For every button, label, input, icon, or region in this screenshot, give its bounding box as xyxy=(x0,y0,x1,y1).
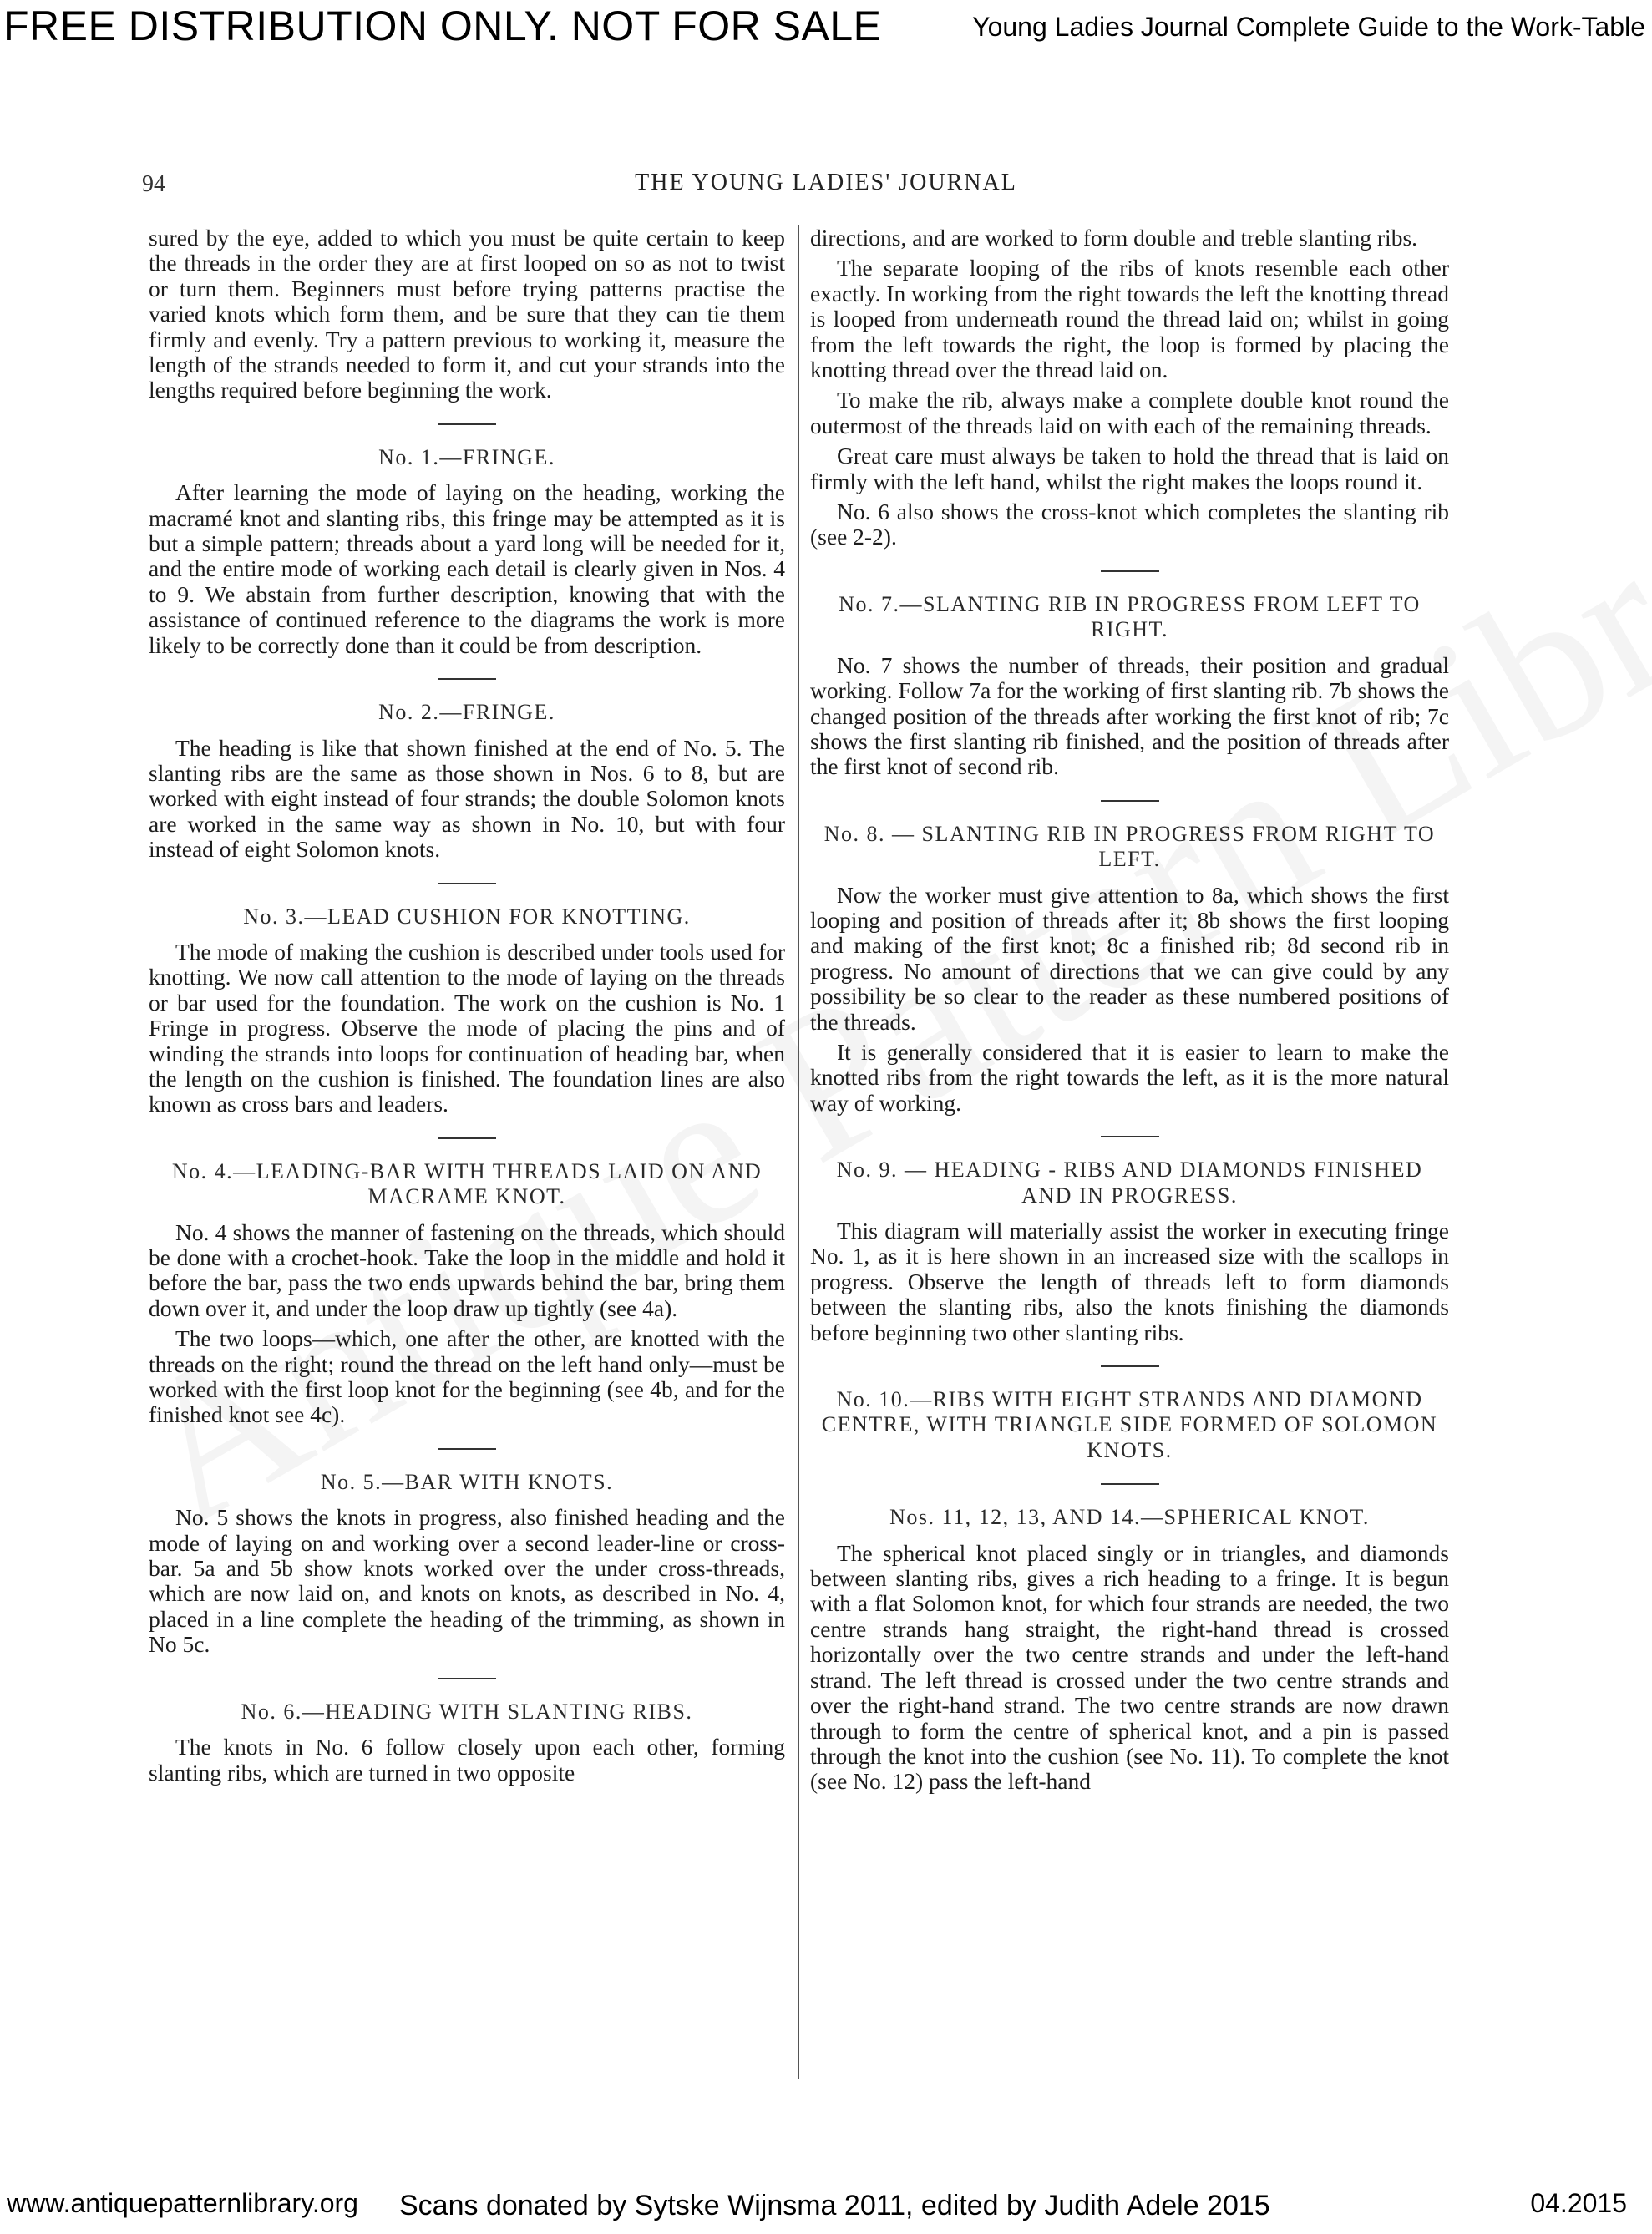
section-rule xyxy=(438,1678,496,1679)
paragraph: The knots in No. 6 follow closely upon each other, forming slanting ribs, which are turned in two opposite xyxy=(149,1734,785,1786)
paragraph: The mode of making the cushion is described under tools used for knotting. We now call attention to the mode of laying on the threads or bar used for the foundation. The work on the cushion is No. 1 Fringe in progress. Observe the mode of placing the pins and of winding the strands into loops for continuation of heading bar, when the length on the cushion is finished. The foundation lines are also known as cross bars and leaders. xyxy=(149,938,785,1117)
edition-date: 04.2015 xyxy=(1530,2188,1627,2218)
section-heading-2: No. 2.—FRINGE. xyxy=(378,700,555,725)
section-rule xyxy=(1101,1483,1159,1485)
section-heading-10: No. 10.—RIBS WITH EIGHT STRANDS AND DIAMOND CENTRE, WITH TRIANGLE SIDE FORMED OF SOLOMON KNOTS. xyxy=(821,1387,1438,1462)
paragraph: After learning the mode of laying on the heading, working the macramé knot and slanting ribs, this fringe may be attempted as it is but a simple pattern; threads about a yard long will be needed for it, and the entire mode of working each detail is clearly given in Nos. 4 to 9. We abstain from further description, knowing that with the assistance of continued reference to the diagrams the work is more likely to be correctly done than it could be from description. xyxy=(149,479,785,658)
left-column xyxy=(149,225,785,1791)
paragraph: The separate looping of the ribs of knots resemble each other exactly. In working from the right towards the left the knotting thread is looped from underneath round the thread laid on; whilst in going from the left towards the right, the loop is formed by placing the knotting thread over the thread laid on. xyxy=(810,255,1449,383)
section-heading-6: No. 6.—HEADING WITH SLANTING RIBS. xyxy=(241,1699,693,1724)
page-number: 94 xyxy=(142,171,165,197)
section-rule xyxy=(1101,570,1159,572)
section-heading-8: No. 8. — SLANTING RIB IN PROGRESS FROM RIGHT TO LEFT. xyxy=(823,821,1436,872)
paragraph: directions, and are worked to form double and treble slanting ribs. xyxy=(810,225,1418,251)
paragraph: The spherical knot placed singly or in triangles, and diamonds between slanting ribs, gives a rich heading to a fringe. It is begun with a flat Solomon knot, for which four strands are needed, the two centre strands hang straight, the right-hand thread is crossed horizontally over the two centre strands and under the left-hand strand. The left thread is crossed under the two centre strands and over the right-hand strand. The two centre strands are now drawn through to form the centre of spherical knot, and a pin is passed through the knot into the cushion (see No. 11). To complete the knot (see No. 12) pass the left-hand xyxy=(810,1539,1449,1795)
distribution-notice: FREE DISTRIBUTION ONLY. NOT FOR SALE xyxy=(3,3,882,49)
paragraph: No. 6 also shows the cross-knot which completes the slanting rib (see 2-2). xyxy=(810,499,1449,550)
section-rule xyxy=(438,1137,496,1139)
paragraph: No. 5 shows the knots in progress, also finished heading and the mode of laying on and working over a second leader-line or cross-bar. 5a and 5b show knots worked over the under cross-threads, which are now laid on, and knots on knots, as described in No. 4, placed in a line complete the heading of the trimming, as shown in No 5c. xyxy=(149,1504,785,1658)
paragraph: To make the rib, always make a complete double knot round the outermost of the threads laid on with each of the remaining threads. xyxy=(810,387,1449,438)
section-rule xyxy=(1101,1136,1159,1137)
paragraph: It is generally considered that it is easier to learn to make the knotted ribs from the right towards the left, as it is the more natural way of working. xyxy=(810,1038,1449,1116)
section-rule xyxy=(1101,800,1159,802)
paragraph: Now the worker must give attention to 8a, which shows the first looping and position of threads after it; 8b shows the first looping and making of the first knot; 8c a finished rib; 8d second rib in progress. No amount of directions that we can give could by any possibility be so clear to the reader as these numbered positions of the threads. xyxy=(810,881,1449,1035)
section-heading-5: No. 5.—BAR WITH KNOTS. xyxy=(320,1469,614,1494)
intro-paragraph: sured by the eye, added to which you must be quite certain to keep the threads in the order they are at first looped on so as not to twist or turn them. Beginners must before trying patterns practise the varied knots which form them, and be sure that they can tie them firmly and evenly. Try a pattern previous to working it, measure the length of the strands needed to form it, and cut your strands into the lengths required before beginning the work. xyxy=(149,225,785,403)
section-rule xyxy=(438,883,496,884)
section-heading-9: No. 9. — HEADING - RIBS AND DIAMONDS FINISHED AND IN PROGRESS. xyxy=(836,1158,1423,1208)
section-heading-7: No. 7.—SLANTING RIB IN PROGRESS FROM LEFT TO RIGHT. xyxy=(839,591,1421,642)
section-heading-1: No. 1.—FRINGE. xyxy=(378,444,555,469)
right-column xyxy=(810,225,1449,1800)
section-rule xyxy=(438,423,496,425)
section-heading-4: No. 4.—LEADING-BAR WITH THREADS LAID ON AND MACRAME KNOT. xyxy=(171,1158,763,1209)
column-divider xyxy=(798,225,799,2079)
section-rule xyxy=(438,1448,496,1450)
website-link[interactable]: www.antiquepatternlibrary.org xyxy=(7,2188,358,2218)
running-title: THE YOUNG LADIES' JOURNAL xyxy=(635,170,1017,195)
section-heading-11: Nos. 11, 12, 13, AND 14.—SPHERICAL KNOT. xyxy=(889,1505,1370,1530)
scan-credits: Scans donated by Sytske Wijnsma 2011, edited by Judith Adele 2015 xyxy=(399,2190,1270,2221)
paragraph: The heading is like that shown finished at the end of No. 5. The slanting ribs are the same as those shown in Nos. 6 to 8, but are worked with eight instead of four strands; the double Solomon knots are worked in the same way as shown in No. 10, but with four instead of eight Solomon knots. xyxy=(149,734,785,863)
paragraph: This diagram will materially assist the worker in executing fringe No. 1, as it is here shown in an increased size with the scallops in progress. Observe the length of threads left to form diamonds between the slanting ribs, also the knots finishing the diamonds before beginning two other slanting ribs. xyxy=(810,1218,1449,1345)
paragraph: No. 4 shows the manner of fastening on the threads, which should be done with a crochet-hook. Take the loop in the middle and hold it before the bar, pass the two ends upwards behind the bar, bring them down over it, and under the loop draw up tightly (see 4a). xyxy=(149,1218,785,1321)
paragraph: No. 7 shows the number of threads, their position and gradual working. Follow 7a for the working of first slanting rib. 7b shows the changed position of the threads after working the first knot of rib; 7c shows the first slanting rib finished, and the position of threads after the first knot of second rib. xyxy=(810,651,1449,780)
section-rule xyxy=(1101,1365,1159,1367)
paragraph: Great care must always be taken to hold the thread that is laid on firmly with the left hand, whilst the right makes the loops round it. xyxy=(810,443,1449,494)
paragraph: The two loops—which, one after the other, are knotted with the threads on the right; round the thread on the left hand only—must be worked with the first loop knot for the beginning (see 4b, and for the finished knot see 4c). xyxy=(149,1325,785,1428)
section-heading-3: No. 3.—LEAD CUSHION FOR KNOTTING. xyxy=(243,904,691,929)
book-title: Young Ladies Journal Complete Guide to the Work-Table xyxy=(972,12,1645,42)
section-rule xyxy=(438,678,496,680)
